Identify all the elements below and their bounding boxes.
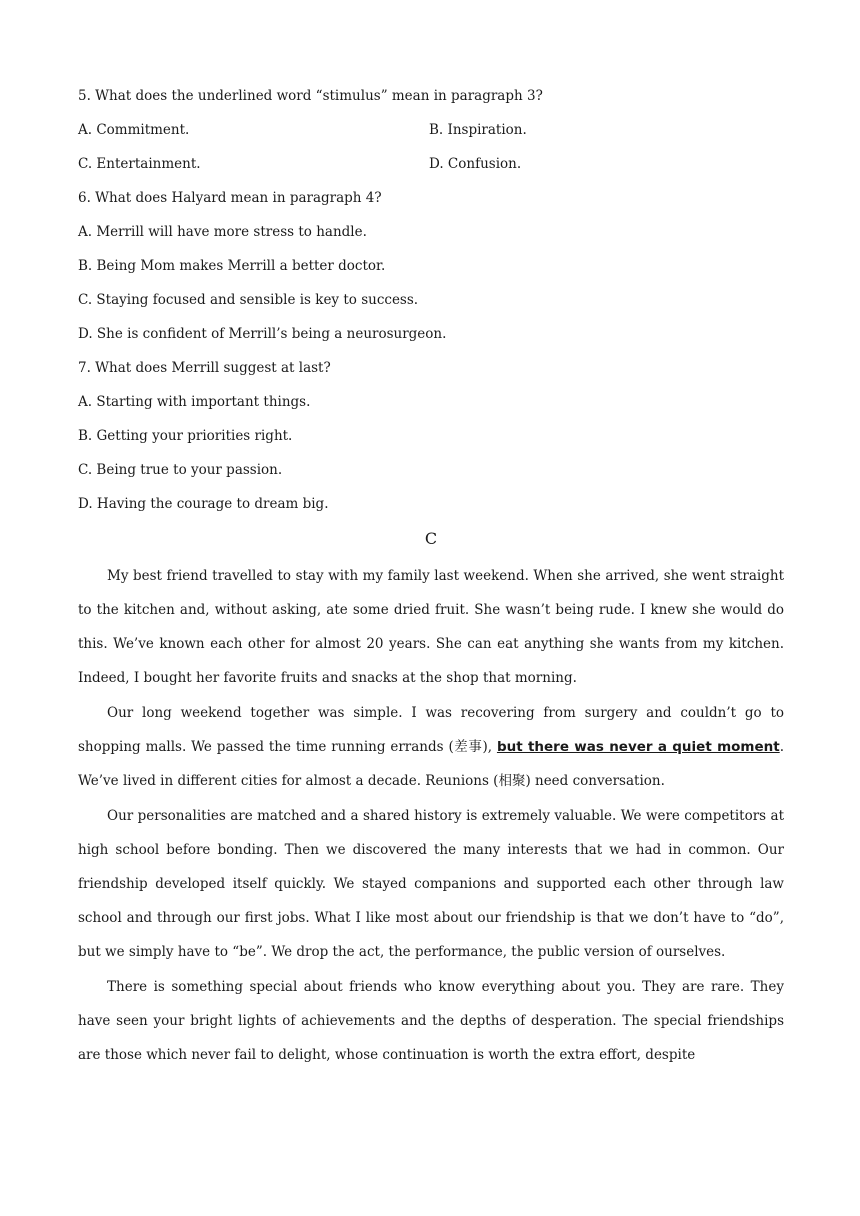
question-5-options-row-2 [78,150,784,184]
question-6-option-a: A. Merrill will have more stress to handle. [78,224,367,240]
question-5-stem: 5. What does the underlined word “stimulus” mean in paragraph 3? [78,88,543,104]
question-7-option-b: B. Getting your priorities right. [78,428,293,444]
question-5-option-d: D. Confusion. [429,156,522,172]
paragraph-2-text-after: . We’ve lived in different cities for almost a decade. Reunions (相聚) need conversation. [78,739,784,789]
question-7-option-a: A. Starting with important things. [78,394,311,410]
passage-paragraph-1: My best friend travelled to stay with my family last weekend. When she arrived, she went straight to the kitchen and, without asking, ate some dried fruit. She wasn’t being rude. I knew she would do this. We’ve known each other for almost 20 years. She can eat anything she wants from my kitchen. Indeed, I bought her favorite fruits and snacks at the shop that morning. [78,568,784,686]
question-5-option-b: B. Inspiration. [429,122,527,138]
question-5-option-a: A. Commitment. [78,122,190,138]
document-page [78,82,784,1072]
question-6-option-d: D. She is confident of Merrill’s being a neurosurgeon. [78,326,447,342]
question-5-options-row-1 [78,116,784,150]
question-6-option-c: C. Staying focused and sensible is key to success. [78,292,419,308]
question-5-option-c: C. Entertainment. [78,156,201,172]
question-7-stem: 7. What does Merrill suggest at last? [78,360,331,376]
question-6-stem: 6. What does Halyard mean in paragraph 4? [78,190,382,206]
passage-paragraph-4: There is something special about friends who know everything about you. They are rare. They have seen your bright lights of achievements and the depths of desperation. The special friendships are those which never fail to delight, whose continuation is worth the extra effort, despite [78,979,784,1063]
underlined-phrase: but there was never a quiet moment [496,739,780,755]
passage-paragraph-3: Our personalities are matched and a shared history is extremely valuable. We were competitors at high school before bonding. Then we discovered the many interests that we had in common. Our friendship developed itself quickly. We stayed companions and supported each other through law school and through our first jobs. What I like most about our friendship is that we don’t have to “do”, but we simply have to “be”. We drop the act, the performance, the public version of ourselves. [78,808,784,960]
passage-paragraph-2 [78,695,784,798]
paragraph-2-text-before: Our long weekend together was simple. I was recovering from surgery and couldn’t go to shopping malls. We passed the time running errands (差事), [78,705,784,755]
section-title-c: C [424,529,438,548]
question-7-option-c: C. Being true to your passion. [78,462,283,478]
question-6-option-b: B. Being Mom makes Merrill a better doctor. [78,258,386,274]
question-7-option-d: D. Having the courage to dream big. [78,496,329,512]
